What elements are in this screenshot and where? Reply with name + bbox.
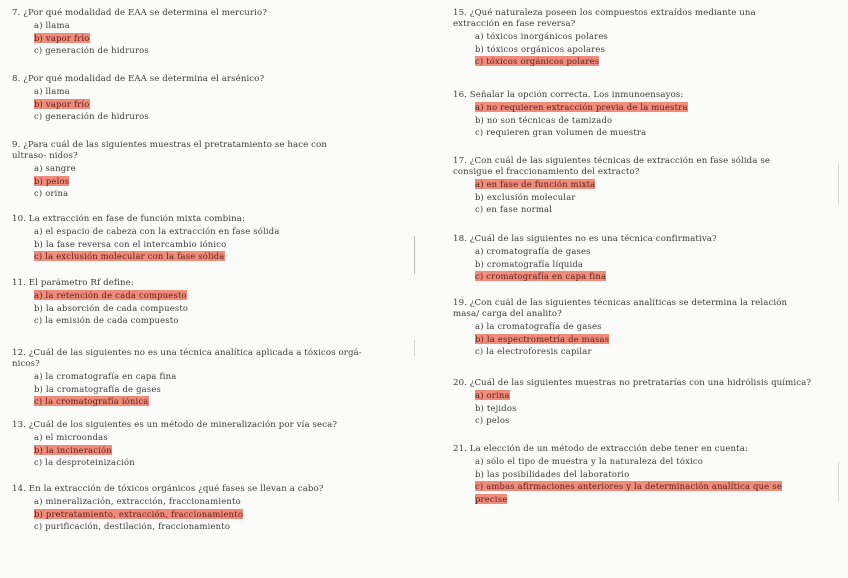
option-text: a) cromatografía de gases	[475, 246, 591, 256]
answer-option	[34, 238, 412, 251]
question-text: 13. ¿Cuál de los siguientes es un método de mineralización por vía seca?	[12, 420, 338, 430]
question-text: 15. ¿Qué naturaleza poseen los compuestos extraídos mediante una extracción en fase reversa?	[453, 8, 756, 29]
answer-option	[475, 333, 833, 346]
option-text: a) mineralización, extracción, fraccionamiento	[34, 496, 241, 506]
highlighted-answer: b) pretratamiento, extracción, fraccionamiento	[34, 508, 244, 519]
question-text: 21. La elección de un método de extracción debe tener en cuenta:	[453, 444, 748, 454]
highlighted-answer: c) cromatografía en capa fina	[475, 271, 607, 282]
highlighted-answer: b) pelos	[34, 175, 70, 186]
answer-option	[475, 114, 833, 127]
question-q13	[12, 420, 412, 469]
answer-option	[475, 245, 833, 258]
answer-option	[34, 314, 412, 327]
answer-option	[475, 468, 833, 481]
option-text: b) no son técnicas de tamizado	[475, 114, 613, 125]
question-q17	[453, 156, 833, 216]
highlighted-answer: b) vapor frío	[34, 32, 90, 43]
highlighted-answer: c) la exclusión molecular con la fase sólida	[34, 251, 225, 262]
answer-option	[475, 414, 833, 427]
answer-option	[34, 110, 412, 123]
answer-option	[34, 85, 412, 98]
question-q14	[12, 484, 412, 533]
option-text: c) la desproteinización	[34, 457, 135, 468]
question-q12	[12, 348, 412, 408]
highlighted-answer: c) tóxicos orgánicos polares	[475, 56, 600, 67]
answer-option	[34, 444, 412, 457]
option-text: a) el microondas	[34, 432, 108, 442]
highlighted-answer: c) ambas afirmaciones anteriores y la determinación analítica que se precise	[475, 481, 782, 504]
question-q15	[453, 8, 833, 68]
option-text: b) la cromatografía de gases	[34, 383, 161, 394]
answer-option	[475, 126, 833, 139]
question-text: 14. En la extracción de tóxicos orgánicos ¿qué fases se llevan a cabo?	[12, 484, 324, 494]
right-edge-mark	[838, 164, 839, 204]
answer-option	[34, 44, 412, 57]
answer-option	[34, 456, 412, 469]
option-text: c) la electroforesis capilar	[475, 346, 592, 357]
option-text: c) la emisión de cada compuesto	[34, 315, 179, 326]
answer-option	[34, 289, 412, 302]
question-text: 19. ¿Con cuál de las siguientes técnicas analíticas se determina la relación masa/ carga del analito?	[453, 298, 788, 319]
option-text: a) tóxicos inorgánicos polares	[475, 31, 608, 41]
option-text: b) la absorción de cada compuesto	[34, 302, 189, 313]
answer-option	[34, 175, 412, 188]
answer-option	[34, 187, 412, 200]
question-text: 12. ¿Cuál de las siguientes no es una técnica analítica aplicada a tóxicos orgá- nicos?	[12, 348, 362, 369]
option-text: b) las posibilidades del laboratorio	[475, 468, 630, 479]
option-text: a) la cromatografía de gases	[475, 321, 602, 331]
question-q7	[12, 8, 412, 57]
answer-option	[34, 520, 412, 533]
question-q20	[453, 378, 833, 427]
option-text: b) exclusión molecular	[475, 191, 576, 202]
answer-option	[475, 203, 833, 216]
option-text: b) tejidos	[475, 402, 517, 413]
question-text: 17. ¿Con cuál de las siguientes técnicas de extracción en fase sólida se consigue el fraccionamiento del extracto?	[453, 156, 771, 177]
highlighted-answer: a) no requieren extracción previa de la muestra	[475, 102, 688, 112]
answer-option	[34, 383, 412, 396]
option-text: c) pelos	[475, 415, 510, 426]
highlighted-answer: c) la cromatografía iónica	[34, 396, 149, 407]
option-text: c) en fase normal	[475, 204, 553, 215]
answer-option	[475, 178, 833, 191]
question-q10	[12, 214, 412, 263]
question-text: 18. ¿Cuál de las siguientes no es una técnica confirmativa?	[453, 234, 717, 244]
right-edge-mark	[838, 462, 839, 502]
option-text: a) la cromatografía en capa fina	[34, 371, 177, 381]
option-text: a) el espacio de cabeza con la extracción en fase sólida	[34, 226, 280, 236]
answer-option	[475, 345, 833, 358]
option-text: a) llama	[34, 20, 70, 30]
option-text: c) generación de hidruros	[34, 111, 149, 122]
option-text: b) tóxicos orgánicos apolares	[475, 43, 606, 54]
answer-option	[34, 162, 412, 175]
answer-option	[34, 370, 412, 383]
answer-option	[475, 389, 833, 402]
answer-option	[34, 508, 412, 521]
option-text: a) llama	[34, 86, 70, 96]
answer-option	[34, 98, 412, 111]
column-divider-bottom	[414, 340, 415, 356]
question-text: 8. ¿Por qué modalidad de EAA se determina el arsénico?	[12, 74, 265, 84]
highlighted-answer: b) vapor frío	[34, 98, 90, 109]
question-text: 10. La extracción en fase de función mixta combina:	[12, 214, 245, 224]
highlighted-answer: a) la retención de cada compuesto	[34, 290, 187, 300]
highlighted-answer: a) orina	[475, 390, 510, 400]
highlighted-answer: b) la espectrometría de masas	[475, 333, 610, 344]
column-divider-top	[414, 236, 415, 274]
answer-option	[34, 225, 412, 238]
question-q11	[12, 278, 412, 327]
question-text: 9. ¿Para cuál de las siguientes muestras el pretratamiento se hace con ultraso- nidos?	[12, 140, 327, 161]
option-text: c) purificación, destilación, fraccionamiento	[34, 521, 231, 532]
question-text: 7. ¿Por qué modalidad de EAA se determina el mercurio?	[12, 8, 267, 18]
answer-option	[475, 455, 833, 468]
answer-option	[34, 395, 412, 408]
answer-option	[475, 101, 833, 114]
question-text: 16. Señalar la opción correcta. Los inmunoensayos:	[453, 90, 684, 100]
answer-option	[34, 250, 412, 263]
answer-option	[475, 480, 795, 505]
question-q19	[453, 298, 833, 358]
highlighted-answer: a) en fase de función mixta	[475, 179, 596, 189]
answer-option	[475, 55, 833, 68]
option-text: c) requieren gran volumen de muestra	[475, 127, 647, 138]
option-text: a) sangre	[34, 163, 76, 173]
question-q21	[453, 444, 833, 505]
answer-option	[34, 495, 412, 508]
answer-option	[34, 19, 412, 32]
answer-option	[34, 431, 412, 444]
answer-option	[475, 320, 833, 333]
answer-option	[475, 402, 833, 415]
question-text: 11. El parámetro Rf define:	[12, 278, 134, 288]
option-text: a) sólo el tipo de muestra y la naturaleza del tóxico	[475, 456, 704, 466]
option-text: c) generación de hidruros	[34, 45, 149, 56]
question-q9	[12, 140, 412, 200]
answer-option	[34, 302, 412, 315]
answer-option	[475, 191, 833, 204]
answer-option	[475, 30, 833, 43]
question-text: 20. ¿Cuál de las siguientes muestras no pretratarías con una hidrólisis química?	[453, 378, 812, 388]
answer-option	[475, 258, 833, 271]
question-q16	[453, 90, 833, 139]
answer-option	[475, 43, 833, 56]
answer-option	[34, 32, 412, 45]
option-text: b) la fase reversa con el intercambio iónico	[34, 238, 227, 249]
question-q8	[12, 74, 412, 123]
question-q18	[453, 234, 833, 283]
option-text: c) orina	[34, 188, 69, 199]
answer-option	[475, 270, 833, 283]
option-text: b) cromatografía líquida	[475, 258, 584, 269]
highlighted-answer: b) la incineración	[34, 444, 112, 455]
